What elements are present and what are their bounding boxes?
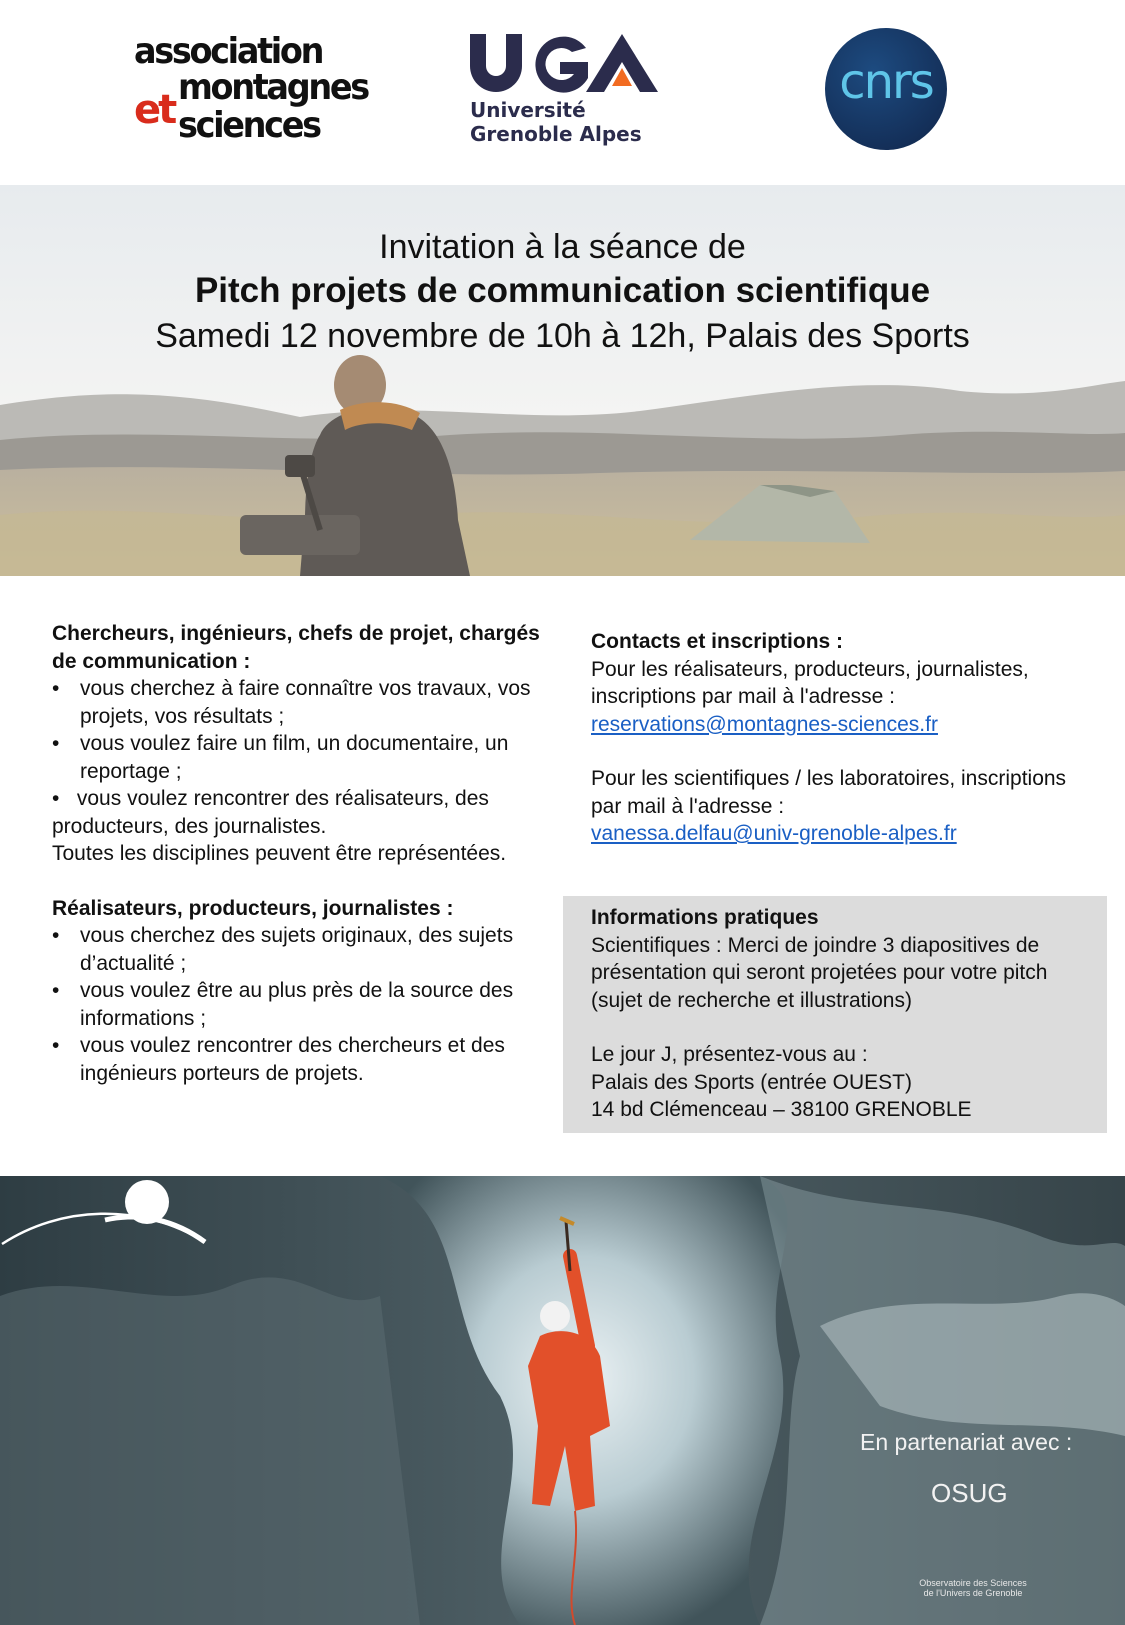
list-item-text: vous voulez faire un film, un documentaire, un reportage ; bbox=[80, 732, 509, 783]
uga-mark-icon bbox=[468, 30, 658, 98]
filmmakers-heading: Réalisateurs, producteurs, journalistes : bbox=[52, 896, 454, 920]
contacts-column bbox=[591, 628, 1091, 848]
list-item bbox=[52, 675, 542, 730]
audience-column bbox=[52, 620, 542, 1087]
contacts-heading: Contacts et inscriptions : bbox=[591, 630, 844, 653]
hero-event-title: Pitch projets de communication scientifique bbox=[194, 271, 931, 310]
list-item-text: vous voulez être au plus près de la source des informations ; bbox=[80, 979, 514, 1030]
email-link-reservations[interactable]: reservations@montagnes-sciences.fr bbox=[591, 712, 938, 736]
list-item bbox=[52, 977, 542, 1032]
researchers-heading: Chercheurs, ingénieurs, chefs de projet, chargés de communication : bbox=[52, 622, 540, 673]
uga-logo-line2: Grenoble Alpes bbox=[470, 122, 642, 146]
practical-info-venue: Palais des Sports (entrée OUEST) bbox=[591, 1070, 912, 1094]
partnership-label: En partenariat avec : bbox=[860, 1429, 1073, 1455]
practical-info-box bbox=[563, 896, 1107, 1133]
ice-climber-photo bbox=[0, 1176, 1125, 1625]
bullet-icon: • bbox=[52, 787, 60, 810]
practical-info-day: Le jour J, présentez-vous au : bbox=[591, 1043, 868, 1066]
email-link-vanessa[interactable]: vanessa.delfau@univ-grenoble-alpes.fr bbox=[591, 822, 957, 845]
list-item bbox=[52, 785, 542, 840]
practical-info-address: 14 bd Clémenceau – 38100 GRENOBLE bbox=[591, 1098, 972, 1121]
contacts-filmmakers-text: Pour les réalisateurs, producteurs, journalistes, inscriptions par mail à l'adresse : bbox=[591, 657, 1029, 708]
filmmakers-list bbox=[52, 922, 542, 1087]
list-item bbox=[52, 1032, 542, 1087]
uga-logo-line1: Université bbox=[470, 98, 586, 122]
contacts-scientists-text: Pour les scientifiques / les laboratoires, inscriptions par mail à l'adresse : bbox=[591, 767, 1067, 818]
bullet-icon: • bbox=[52, 732, 60, 755]
osug-logo-icon bbox=[0, 1176, 210, 1276]
list-item-text: vous cherchez des sujets originaux, des sujets d’actualité ; bbox=[80, 924, 514, 975]
list-item bbox=[52, 922, 542, 977]
cnrs-logo-text: cnrs bbox=[839, 54, 933, 110]
bullet-icon: • bbox=[52, 979, 60, 1002]
ams-logo-line3: sciences bbox=[178, 105, 320, 146]
osug-caption: Observatoire des Sciences de l'Univers de Grenoble bbox=[919, 1578, 1027, 1598]
osug-name: OSUG bbox=[931, 1478, 1008, 1508]
association-montagnes-sciences-logo bbox=[134, 32, 374, 152]
uga-logo bbox=[468, 30, 668, 150]
ams-logo-line2: montagnes bbox=[178, 67, 368, 108]
ams-logo-et: et bbox=[134, 87, 175, 133]
cnrs-logo bbox=[825, 28, 947, 150]
hero-invitation-line: Invitation à la séance de bbox=[379, 228, 746, 266]
bullet-icon: • bbox=[52, 677, 60, 700]
list-item-text: vous voulez rencontrer des réalisateurs, des producteurs, des journalistes. bbox=[52, 787, 489, 838]
list-item-text: vous voulez rencontrer des chercheurs et des ingénieurs porteurs de projets. bbox=[80, 1034, 505, 1085]
ams-logo-line1: association bbox=[134, 31, 323, 72]
hero-title-block bbox=[0, 225, 1125, 359]
bullet-icon: • bbox=[52, 1034, 60, 1057]
disciplines-note: Toutes les disciplines peuvent être représentées. bbox=[52, 842, 507, 865]
researchers-list bbox=[52, 675, 542, 785]
practical-info-slides: Scientifiques : Merci de joindre 3 diapositives de présentation qui seront projetées pour votre pitch (sujet de recherche et illustrations) bbox=[591, 933, 1048, 1012]
list-item bbox=[52, 730, 542, 785]
list-item-text: vous cherchez à faire connaître vos travaux, vos projets, vos résultats ; bbox=[80, 677, 531, 728]
hero-banner bbox=[0, 185, 1125, 576]
bullet-icon: • bbox=[52, 924, 60, 947]
logo-header bbox=[0, 0, 1125, 185]
practical-info-heading: Informations pratiques bbox=[591, 906, 819, 929]
hero-event-date: Samedi 12 novembre de 10h à 12h, Palais des Sports bbox=[155, 317, 970, 355]
